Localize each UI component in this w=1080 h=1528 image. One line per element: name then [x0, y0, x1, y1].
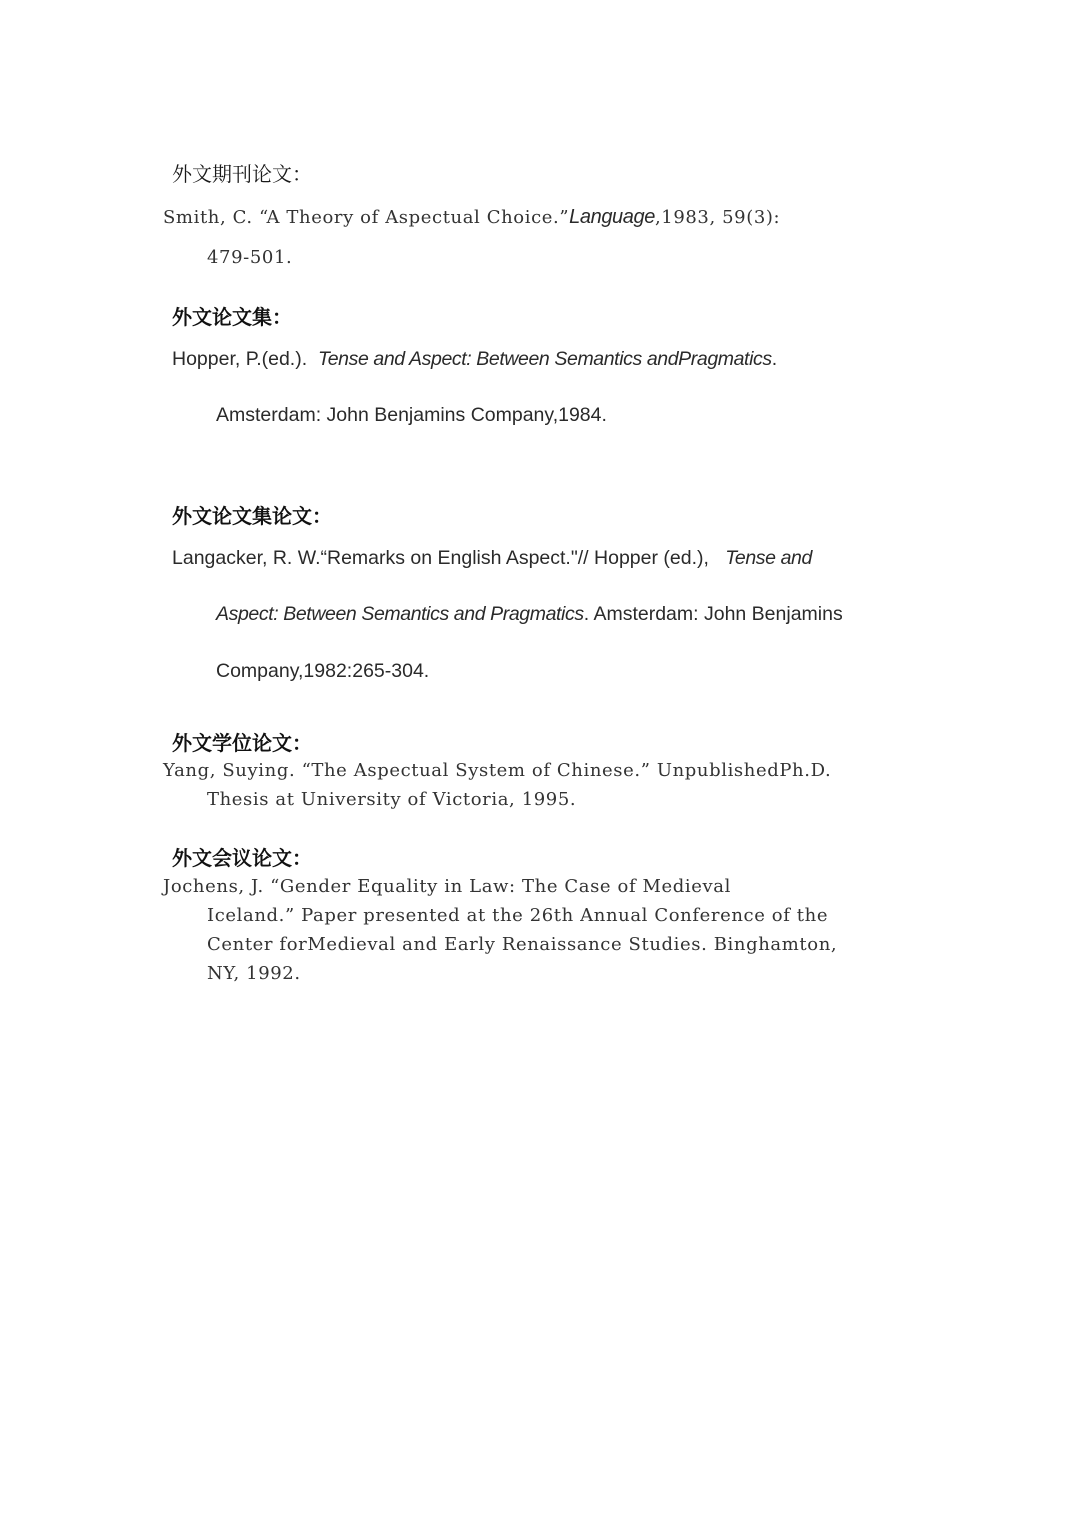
- heading-journal-article: 外文期刊论文：: [172, 162, 312, 186]
- conference-reference-line-2: Iceland.” Paper presented at the 26th Annual Conference of the: [207, 905, 829, 926]
- journal-reference-authors-title: Smith, C. “A Theory of Aspectual Choice.”: [163, 207, 570, 228]
- collection-paper-publisher: . Amsterdam: John Benjamins: [583, 603, 843, 625]
- heading-collection-paper: 外文论文集论文：: [172, 504, 332, 528]
- collection-reference-period: .: [771, 348, 778, 370]
- collection-paper-line-1: [172, 546, 812, 570]
- collection-reference-title: Tense and Aspect: Between Semantics andPragmatics: [317, 348, 772, 370]
- collection-reference-line-1: [172, 347, 777, 371]
- collection-reference-editor: Hopper, P.(ed.).: [172, 348, 308, 370]
- journal-reference-line-2: 479-501.: [207, 247, 293, 268]
- journal-reference-year-volume: ,1983, 59(3):: [654, 207, 781, 228]
- conference-reference-line-4: NY, 1992.: [207, 963, 301, 984]
- thesis-reference-line-1: Yang, Suying. “The Aspectual System of Chinese.” UnpublishedPh.D.: [163, 760, 832, 781]
- journal-reference-journal-name: Language: [569, 206, 655, 228]
- heading-collection: 外文论文集：: [172, 305, 292, 329]
- collection-paper-author-title: Langacker, R. W.“Remarks on English Aspect."// Hopper (ed.),: [172, 547, 709, 569]
- collection-reference-line-2: Amsterdam: John Benjamins Company,1984.: [216, 404, 607, 426]
- conference-reference-line-1: Jochens, J. “Gender Equality in Law: The Case of Medieval: [163, 876, 731, 897]
- journal-reference-line-1: [163, 205, 780, 229]
- conference-reference-line-3: Center forMedieval and Early Renaissance Studies. Binghamton,: [207, 934, 838, 955]
- heading-conference: 外文会议论文：: [172, 846, 312, 870]
- collection-paper-book-title-start: Tense and: [725, 547, 812, 569]
- thesis-reference-line-2: Thesis at University of Victoria, 1995.: [207, 789, 577, 810]
- collection-paper-line-3: Company,1982:265-304.: [216, 660, 430, 682]
- collection-paper-line-2: [216, 602, 843, 626]
- collection-paper-book-title-end: Aspect: Between Semantics and Pragmatics: [216, 603, 584, 625]
- heading-thesis: 外文学位论文：: [172, 731, 312, 755]
